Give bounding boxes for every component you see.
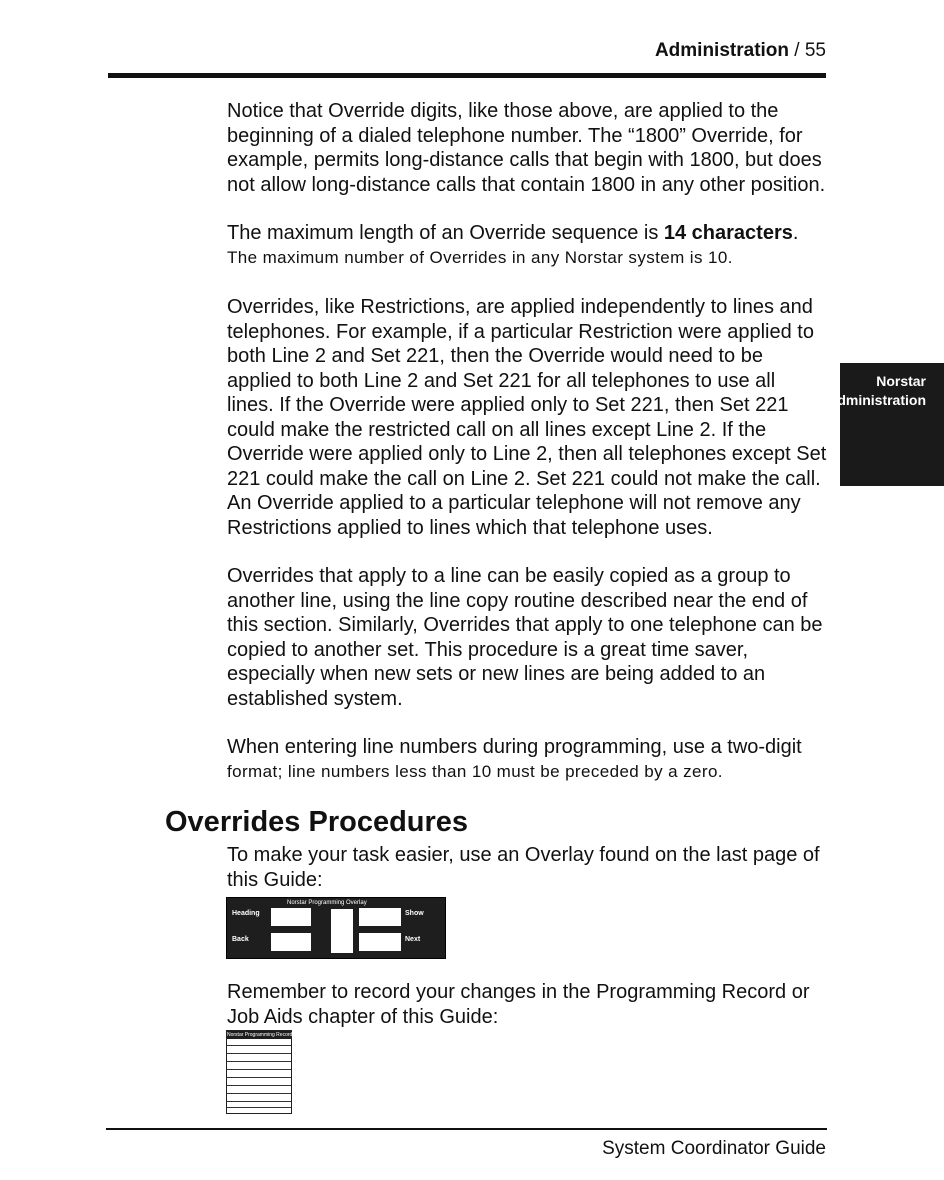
record-line <box>227 1101 291 1102</box>
record-line <box>227 1077 291 1078</box>
overlay-next-label: Next <box>405 936 421 943</box>
side-tab-line2: Administration <box>827 392 926 408</box>
record-line <box>227 1045 291 1046</box>
record-title: Norstar Programming Record <box>227 1032 293 1038</box>
overlay-key <box>271 933 311 951</box>
overlay-back-label: Back <box>232 936 249 943</box>
record-line <box>227 1085 291 1086</box>
paragraph-max-length: The maximum length of an Override sequence is 14 characters. The maximum number of Overrides in any Norstar system is 10. <box>227 221 827 270</box>
side-tab-line1: Norstar <box>876 373 926 389</box>
max-length-value: 14 characters <box>663 222 793 244</box>
paragraph-text: Notice that Override digits, like those above, are applied to the beginning of a dialed telephone number. The “1800” Override, for example, permits long-distance calls that begin with 1800, but does not allow long-distance calls that contain 1800 in any other position. <box>227 100 826 196</box>
overlay-key <box>359 908 401 926</box>
programming-overlay-image <box>226 897 446 959</box>
max-overrides-note: The maximum number of Overrides in any Norstar system is 10. <box>227 247 733 267</box>
section-heading: Overrides Procedures <box>165 806 469 838</box>
header-separator: / <box>789 40 805 61</box>
page-header <box>655 40 826 62</box>
record-line <box>227 1093 291 1094</box>
section-side-tab <box>827 363 944 486</box>
paragraph-text: When entering line numbers during programming, use a two-digit <box>227 736 802 758</box>
overlay-key <box>359 933 401 951</box>
paragraph-text: Overrides that apply to a line can be easily copied as a group to another line, using the line copy routine described near the end of this section. Similarly, Overrides that apply to one telephone can be copied to another set. This procedure is a great time saver, especially when new sets or new lines are being added to an established system. <box>227 565 823 710</box>
paragraph-text: Remember to record your changes in the Programming Record or Job Aids chapter of this Guide: <box>227 981 810 1028</box>
overlay-title: Norstar Programming Overlay <box>287 900 367 906</box>
overlay-key <box>331 909 353 953</box>
paragraph-text: Overrides, like Restrictions, are applied independently to lines and telephones. For example, if a particular Restriction were applied to both Line 2 and Set 221, then the Override would need to be applied to both Line 2 and Set 221 for all telephones to use all lines. If the Override were applied only to Set 221, then Set 221 could make the restricted call on all lines except Line 2. If the Override were applied only to Line 2, then all telephones except Set 221 could make the call on Line 2. Set 221 could not make the call. An Override applied to a particular telephone will not remove any Restrictions applied to lines which that telephone uses. <box>227 296 827 539</box>
overlay-show-label: Show <box>405 910 424 917</box>
paragraph-independent-application <box>227 295 827 540</box>
paragraph-text: To make your task easier, use an Overlay found on the last page of this Guide: <box>227 844 820 891</box>
record-line <box>227 1069 291 1070</box>
record-line <box>227 1053 291 1054</box>
paragraph-override-digits <box>227 99 827 197</box>
programming-record-image <box>226 1030 292 1114</box>
paragraph-copy-overrides <box>227 564 827 711</box>
paragraph-line-number-format <box>227 735 827 784</box>
record-line <box>227 1061 291 1062</box>
overlay-heading-label: Heading <box>232 910 260 917</box>
paragraph-record-instruction <box>227 980 827 1029</box>
page-footer: System Coordinator Guide <box>602 1138 826 1159</box>
header-section-title: Administration <box>654 40 790 61</box>
header-page-number: 55 <box>804 40 826 61</box>
record-line <box>227 1107 291 1108</box>
overlay-key <box>271 908 311 926</box>
paragraph-overlay-instruction <box>227 843 827 892</box>
paragraph-text-small: format; line numbers less than 10 must be preceded by a zero. <box>227 761 723 781</box>
max-length-text: The maximum length of an Override sequence is <box>227 222 664 244</box>
footer-rule <box>106 1128 827 1130</box>
header-rule <box>108 73 826 78</box>
